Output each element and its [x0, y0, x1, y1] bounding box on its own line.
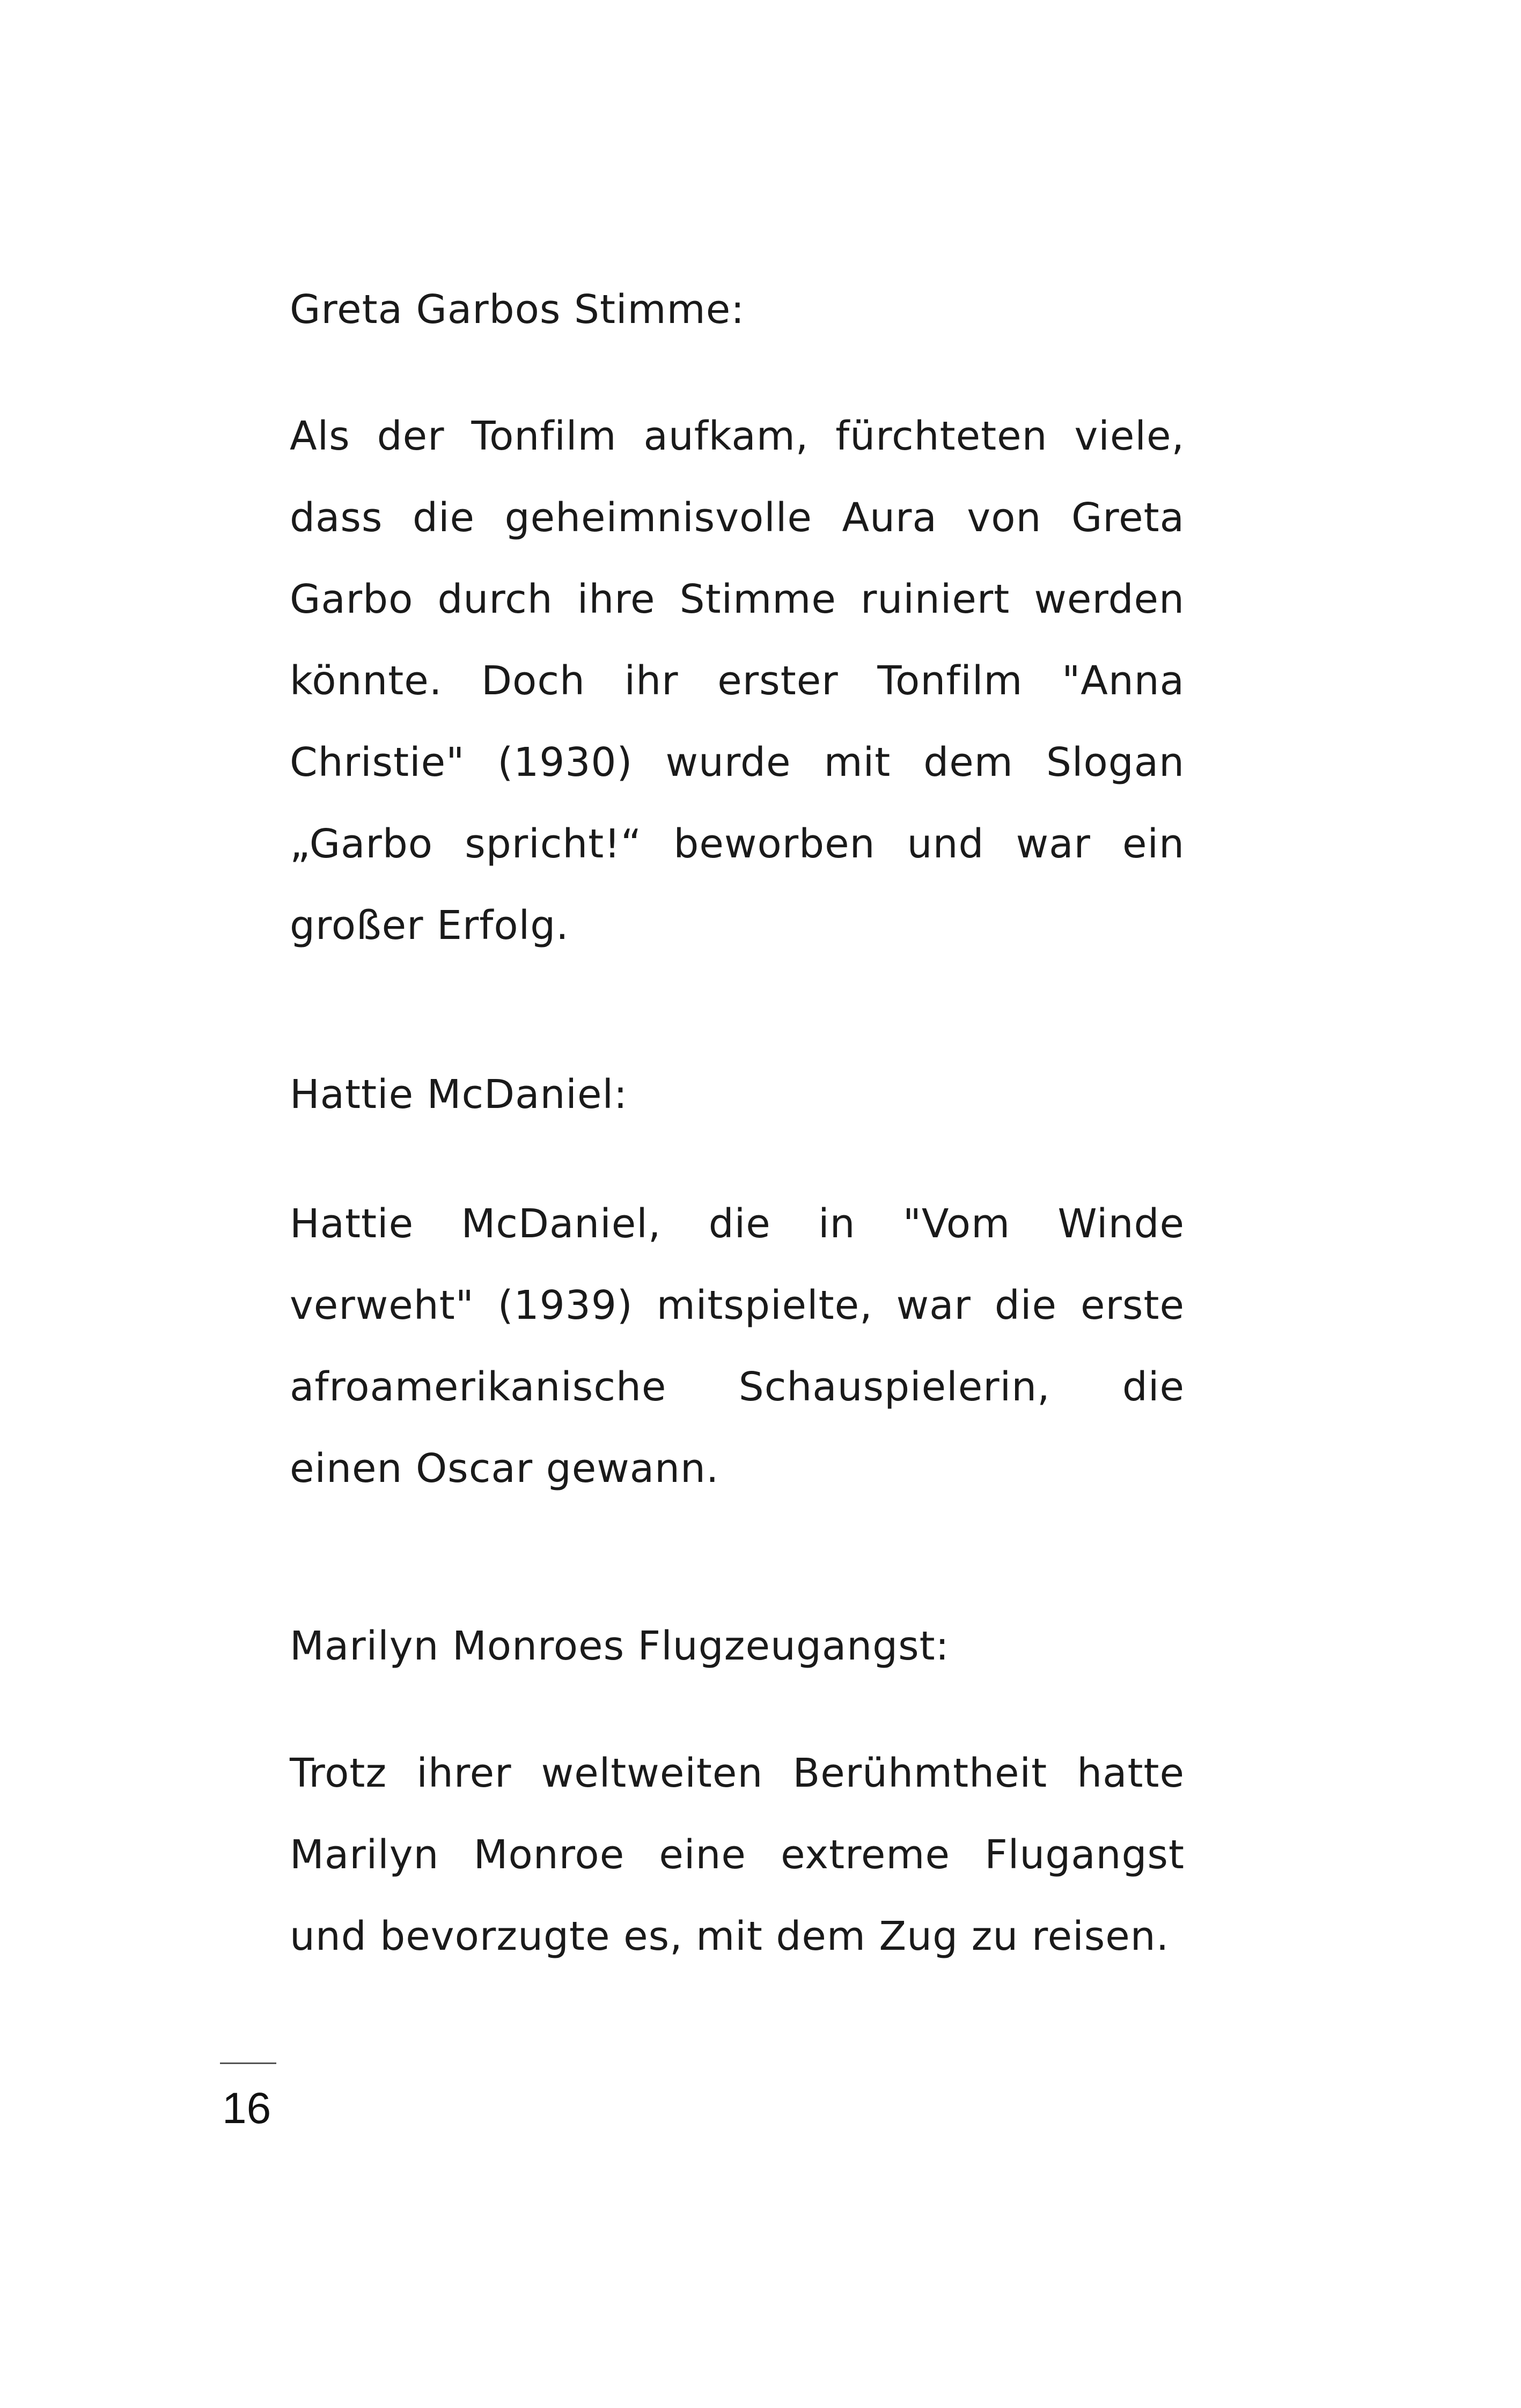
section-text-marilyn-monroe: Trotz ihrer weltweiten Berühmtheit hatte Marilyn Monroe eine extreme Flugangst und bevorzugte es, mit dem Zug zu reisen.: [290, 1750, 1185, 1959]
page-number: 16: [222, 2084, 271, 2133]
section-heading-greta-garbo: Greta Garbos Stimme:: [290, 287, 745, 333]
section-text-hattie-mcdaniel: Hattie McDaniel, die in "Vom Winde verweht" (1939) mitspielte, war die erste afroamerikanische Schauspielerin, die einen Oscar gewann.: [290, 1201, 1185, 1492]
section-heading-marilyn-monroe: Marilyn Monroes Flugzeugangst:: [290, 1623, 950, 1669]
footer-divider: [220, 2062, 276, 2064]
section-heading-hattie-mcdaniel: Hattie McDaniel:: [290, 1071, 628, 1118]
section-text-greta-garbo: Als der Tonfilm aufkam, fürchteten viele, dass die geheimnisvolle Aura von Greta Garbo durch ihre Stimme ruiniert werden könnte. Doch ihr erster Tonfilm "Anna Christie" (1930) wurde mit dem Slogan „Garbo spricht!“ beworben und war ein großer Erfolg.: [290, 413, 1185, 949]
